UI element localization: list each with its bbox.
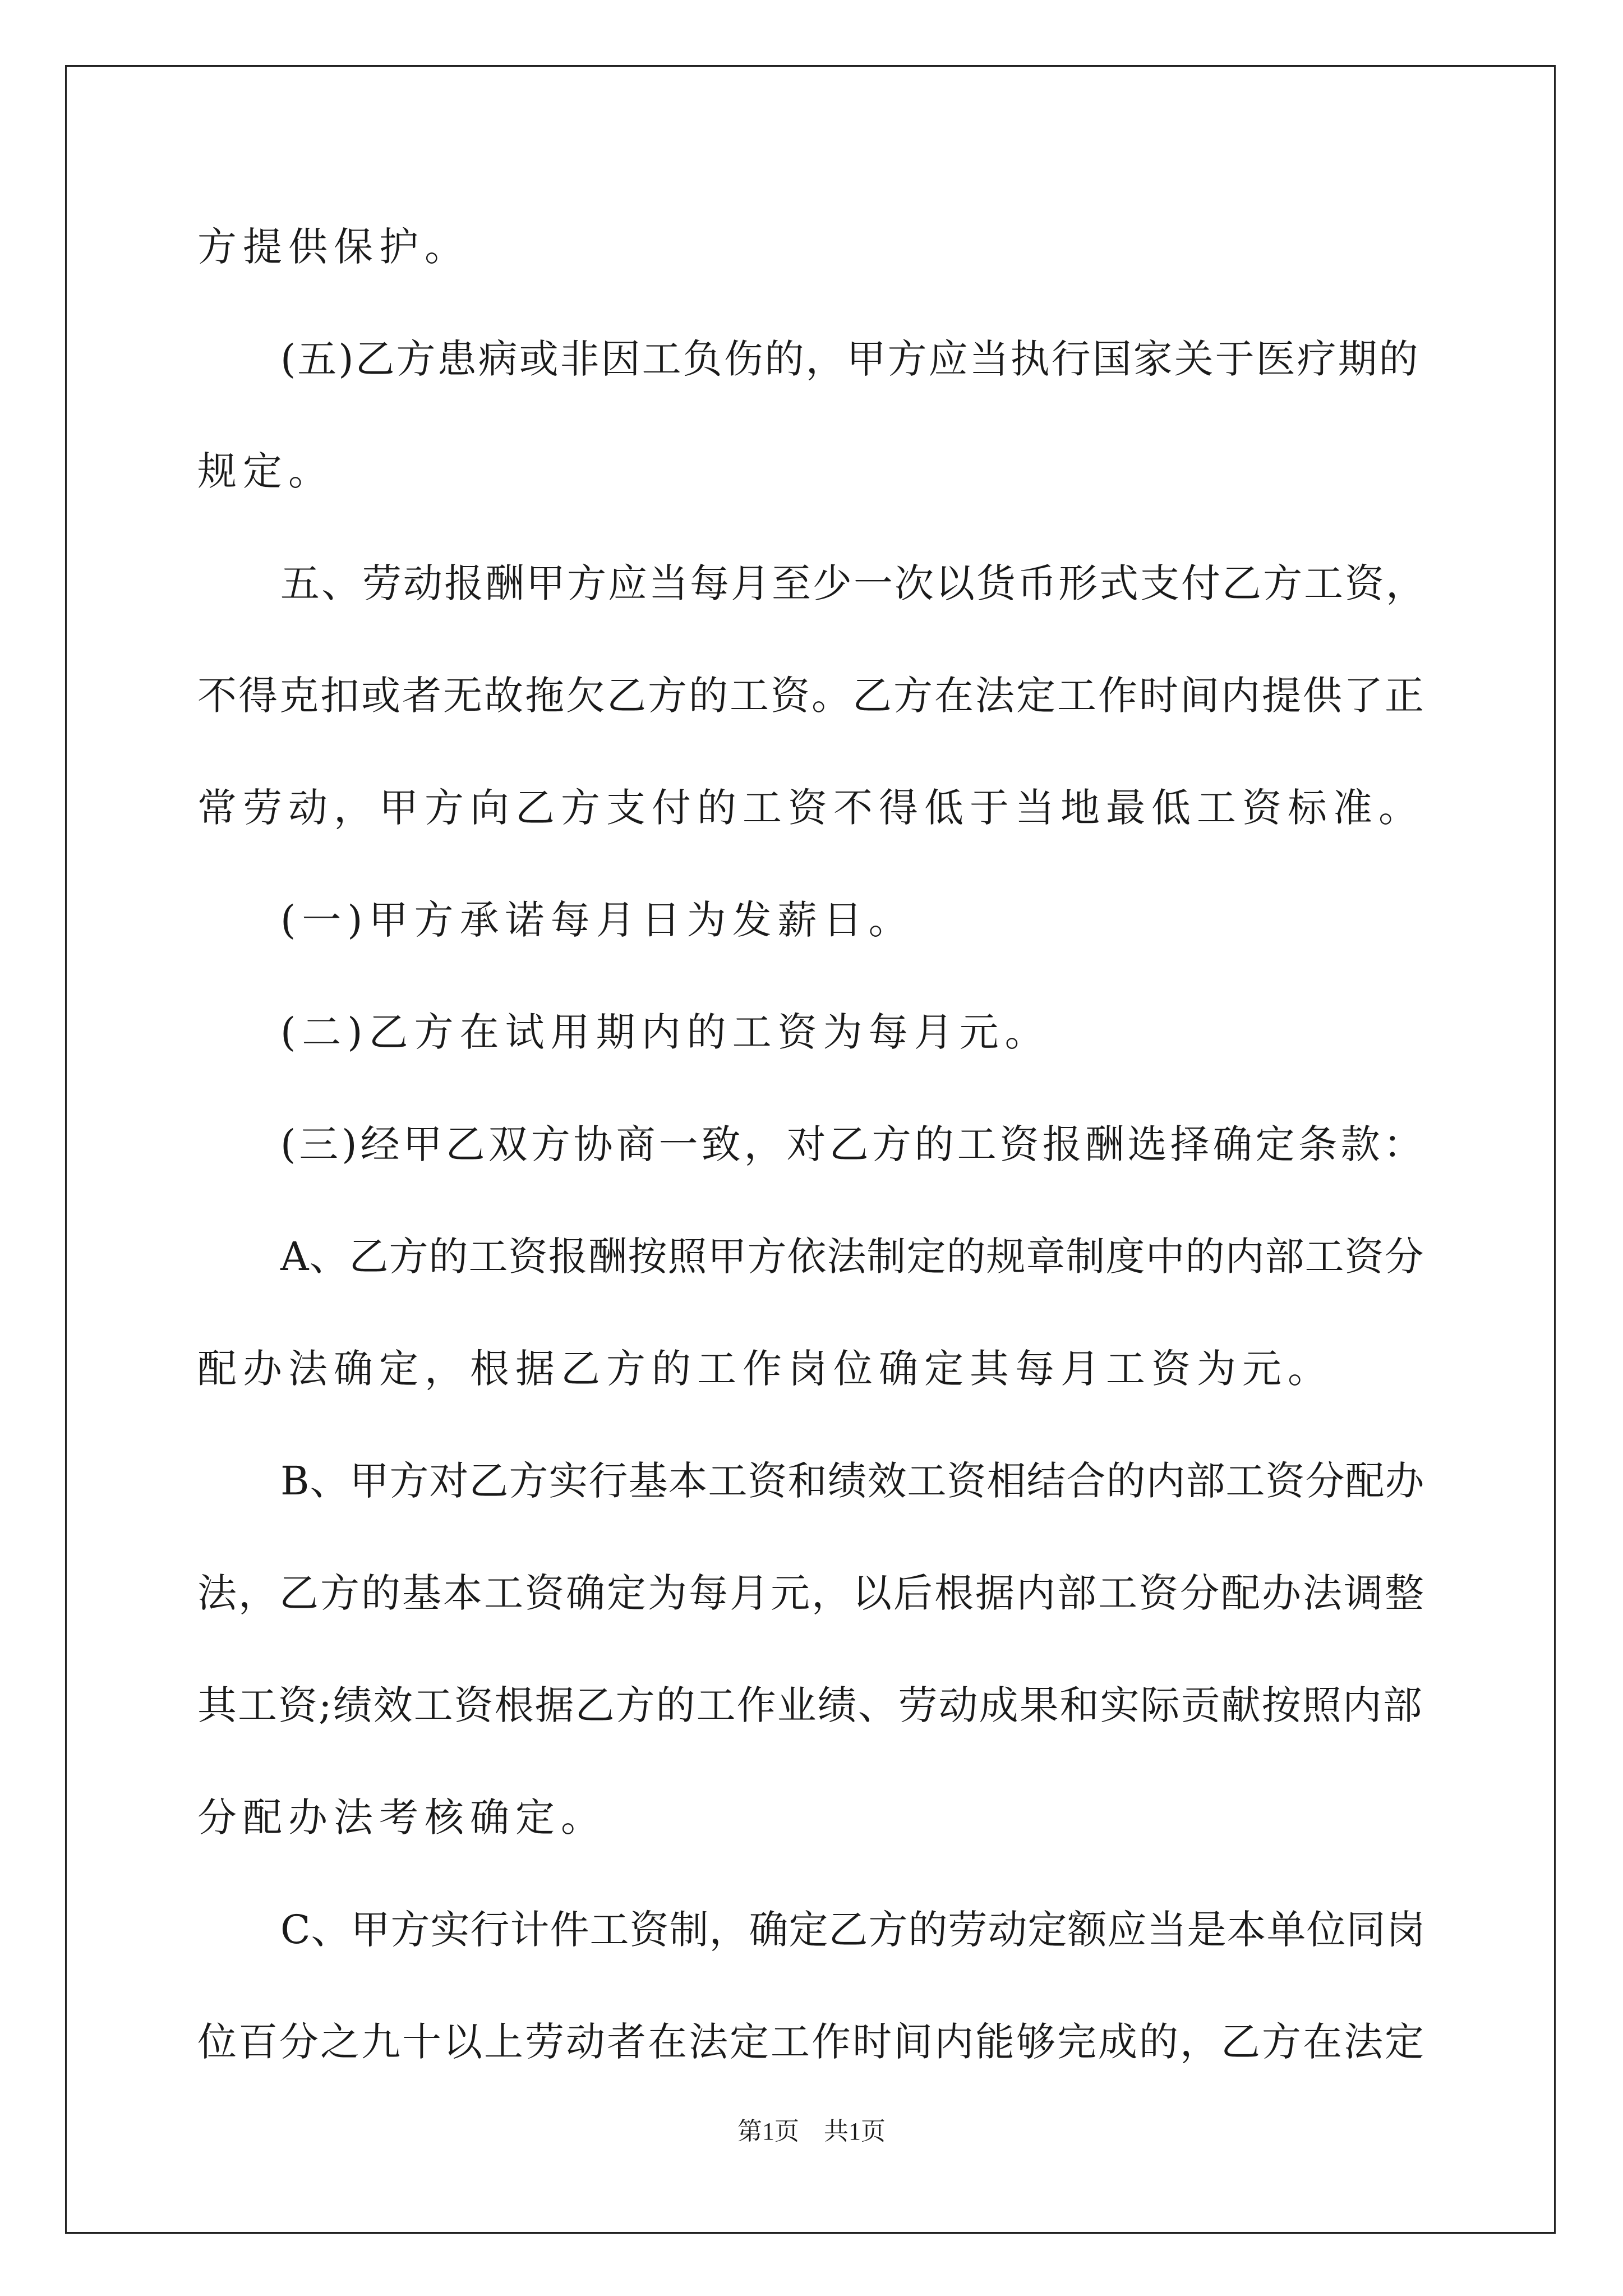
text-line: B、甲方对乙方实行基本工资和绩效工资相结合的内部工资分配办 — [280, 1458, 1425, 1504]
text-line: 五、劳动报酬甲方应当每月至少一次以货币形式支付乙方工资， — [280, 560, 1427, 606]
text-line: (三)经甲乙双方协商一致，对乙方的工资报酬选择确定条款： — [280, 1121, 1426, 1167]
text-line: C、甲方实行计件工资制，确定乙方的劳动定额应当是本单位同岗 — [280, 1907, 1426, 1953]
text-line: 其工资;绩效工资根据乙方的工作业绩、劳动成果和实际贡献按照内部 — [197, 1682, 1423, 1728]
text-line: 位百分之九十以上劳动者在法定工作时间内能够完成的，乙方在法定 — [197, 2019, 1426, 2065]
text-line: (一)甲方承诺每月日为发薪日。 — [280, 897, 914, 943]
text-line: 规定。 — [197, 448, 334, 494]
text-line: 配办法确定，根据乙方的工作岗位确定其每月工资为元。 — [197, 1346, 1333, 1392]
text-line: 常劳动，甲方向乙方支付的工资不得低于当地最低工资标准。 — [197, 785, 1424, 831]
text-line: 法，乙方的基本工资确定为每月元，以后根据内部工资分配办法调整 — [197, 1570, 1426, 1616]
page-number-footer: 第1页 共1页 — [737, 2118, 886, 2145]
text-line: 分配办法考核确定。 — [197, 1795, 606, 1841]
text-line: 不得克扣或者无故拖欠乙方的工资。乙方在法定工作时间内提供了正 — [197, 673, 1426, 719]
text-line: 方提供保护。 — [197, 224, 470, 270]
text-line: A、乙方的工资报酬按照甲方依法制定的规章制度中的内部工资分 — [280, 1234, 1424, 1280]
text-line: (五)乙方患病或非因工负伤的，甲方应当执行国家关于医疗期的 — [280, 336, 1420, 382]
text-line: (二)乙方在试用期内的工资为每月元。 — [280, 1009, 1050, 1055]
